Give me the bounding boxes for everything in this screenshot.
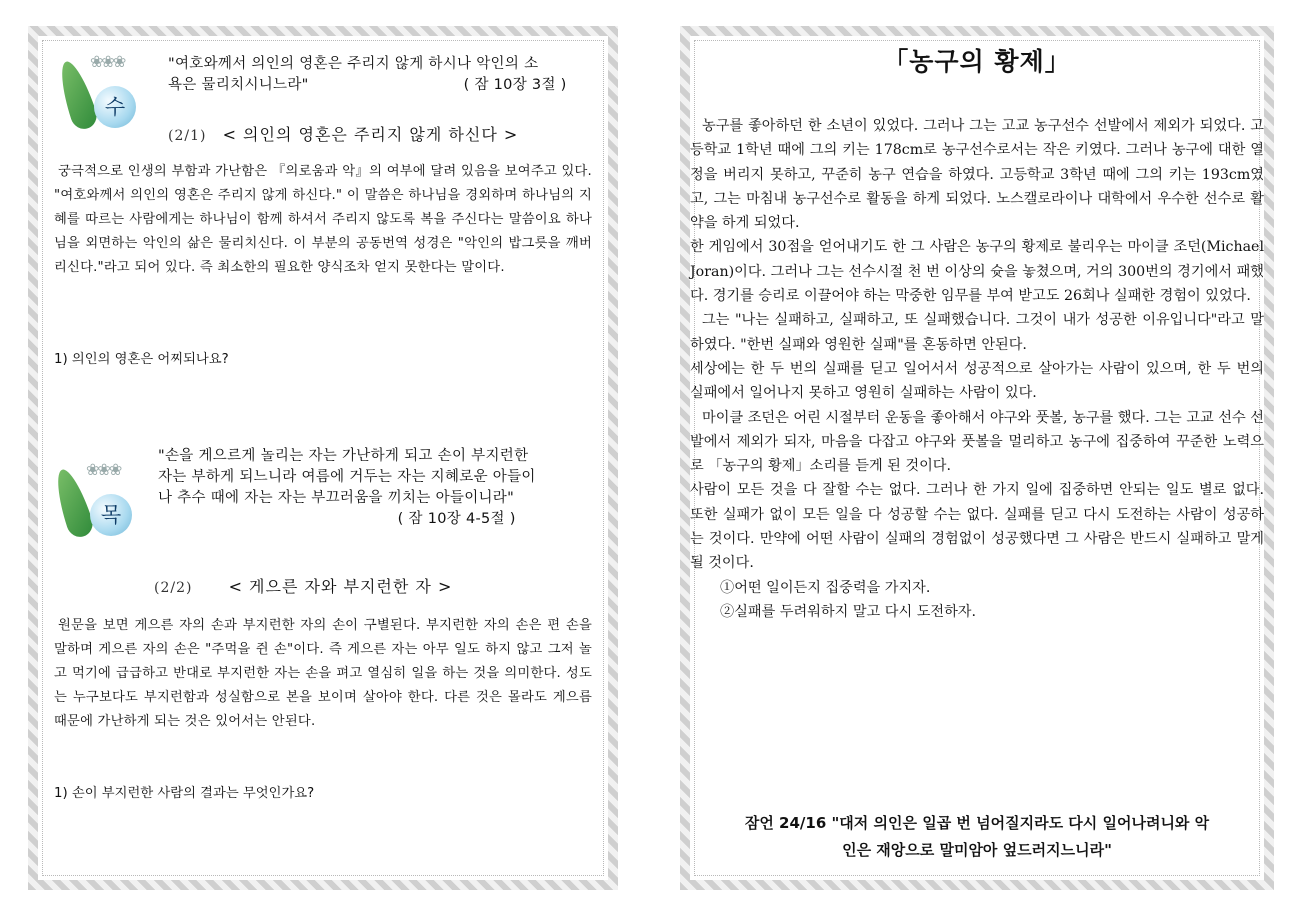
- story-paragraph: 한 게임에서 30점을 얻어내기도 한 그 사람은 농구의 황제로 불리우는 마이클 조던(Michael Joran)이다. 그러나 그는 선수시절 천 번 이상의 슛을 놓쳤으며, 거의 300번의 경기에서 패했다. 경기를 승리로 이끌어야 하는 막중한 임무를 부여 받고도 26회나 실패한 경험이 있었다.: [690, 239, 1264, 305]
- day-badge-thu: 목: [90, 494, 132, 536]
- lesson-heading-section1: (2/1) < 의인의 영혼은 주리지 않게 하신다 >: [168, 125, 519, 144]
- verse-section2: "손을 게으르게 놀리는 자는 가난하게 되고 손이 부지런한 자는 부하게 되느니라 여름에 거두는 자는 지혜로운 아들이 나 추수 때에 자는 자는 부끄러움을 끼치는 아들이니라" ( 잠 10장 4-5절 ): [158, 446, 536, 530]
- story-paragraph: 사람이 모든 것을 다 잘할 수는 없다. 그러나 한 가지 일에 집중하면 안되는 일도 별로 없다. 또한 실패가 없이 모든 일을 다 성공할 수는 없다. 실패를 딛고 다시 도전하는 사람이 성공하는 것이다. 만약에 어떤 사람이 실패의 경험없이 성공했다면 그 사람은 반드시 실패하고 말게 될 것이다.: [690, 482, 1264, 572]
- story-title: 「농구의 황제」: [883, 47, 1071, 76]
- lily-of-the-valley-icon: ❀❀❀ 목: [56, 460, 134, 550]
- right-page: [680, 26, 1274, 890]
- closing-verse: 잠언 24/16 "대저 의인은 일곱 번 넘어질지라도 다시 일어나려니와 악 인은 재앙으로 말미암아 엎드러지느니라": [744, 814, 1210, 859]
- story-paragraph: 세상에는 한 두 번의 실패를 딛고 일어서서 성공적으로 살아가는 사람이 있으며, 한 두 번의 실패에서 일어나지 못하고 영원히 실패하는 사람이 있다.: [690, 360, 1264, 402]
- story-paragraph: 그는 "나는 실패하고, 실패하고, 또 실패했습니다. 그것이 내가 성공한 이유입니다"라고 말하였다. "한번 실패와 영원한 실패"를 혼동하면 안된다.: [690, 312, 1264, 353]
- lily-of-the-valley-icon: ❀❀❀ 수: [60, 52, 138, 142]
- verse-section1: "여호와께서 의인의 영혼은 주리지 않게 하시나 악인의 소 욕은 물리치시니느라" ( 잠 10장 3절 ): [168, 56, 567, 93]
- lesson-heading-section2: (2/2) < 게으른 자와 부지런한 자 >: [154, 577, 453, 596]
- story-body: [690, 114, 1264, 624]
- takeaway-item: ②실패를 두려워하지 말고 다시 도전하자.: [720, 603, 977, 620]
- question-section1: 1) 의인의 영혼은 어찌되나요?: [54, 352, 229, 367]
- verse-ref-section2: ( 잠 10장 4-5절 ): [397, 511, 516, 527]
- left-page: [28, 26, 618, 890]
- takeaway-item: ①어떤 일이든지 집중력을 가지자.: [720, 579, 931, 596]
- verse-ref-section1: ( 잠 10장 3절 ): [463, 77, 567, 93]
- paragraph-section2: 원문을 보면 게으른 자의 손과 부지런한 자의 손이 구별된다. 부지런한 자의 손은 편 손을 말하며 게으른 자의 손은 "주먹을 쥔 손"이다. 즉 게으른 자는 아무 일도 하지 않고 그저 놀고 먹기에 급급하고 반대로 부지런한 자는 손을 펴고 열심히 일을 하는 것을 의미한다. 성도는 누구보다도 부지런함과 성실함으로 본을 보이며 살아야 한다. 다른 것은 몰라도 게으름 때문에 가난하게 되는 것은 있어서는 안된다.: [54, 618, 592, 729]
- story-paragraph: 마이클 조던은 어린 시절부터 운동을 좋아해서 야구와 풋볼, 농구를 했다. 그는 고교 선수 선발에서 제외가 되자, 마음을 다잡고 야구와 풋볼을 멀리하고 농구에 집중하여 꾸준한 노력으로 「농구의 황제」소리를 듣게 된 것이다.: [690, 409, 1264, 475]
- paragraph-section1: 궁극적으로 인생의 부함과 가난함은 『의로움과 악』의 여부에 달려 있음을 보여주고 있다. "여호와께서 의인의 영혼은 주리지 않게 하신다." 이 말씀은 하나님을 경외하며 하나님의 지혜를 따르는 사람에게는 하나님이 함께 하셔서 주리지 않도록 복을 주신다는 말씀이요 하나님을 외면하는 악인의 삶은 물리치신다. 이 부분의 공동번역 성경은 "악인의 밥그릇을 깨버리신다."라고 되어 있다. 즉 최소한의 필요한 양식조차 얻지 못한다는 말이다.: [54, 164, 592, 275]
- question-section2: 1) 손이 부지런한 사람의 결과는 무엇인가요?: [54, 786, 315, 801]
- day-badge-wed: 수: [94, 86, 136, 128]
- story-paragraph: 농구를 좋아하던 한 소년이 있었다. 그러나 그는 고교 농구선수 선발에서 제외가 되었다. 고등학교 1학년 때에 그의 키는 178cm로 농구선수로서는 작은 키였다. 그러나 농구에 대한 열정을 버리지 못하고, 꾸준히 농구 연습을 하였다. 고등학교 3학년 때에 그의 키는 193cm였고, 그는 마침내 농구선수로 활동을 하게 되었다. 노스캘로라이나 대학에서 우수한 선수로 활약을 하게 되었다.: [690, 118, 1264, 232]
